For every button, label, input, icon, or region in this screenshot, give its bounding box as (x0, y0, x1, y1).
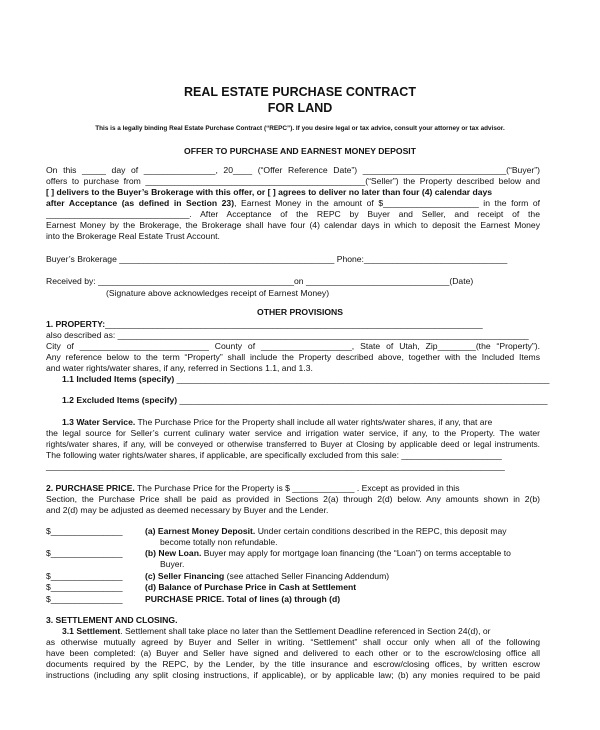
agrees-option[interactable]: agrees to deliver no later than four (4) calendar days (278, 187, 493, 197)
included-items-line (62, 374, 550, 385)
title-line-2: FOR LAND (267, 101, 333, 115)
offer-line-1: On this _____ day of _______________, 20____ (“Offer Reference Date”) ______________________________(“Buyer”) (46, 165, 540, 175)
price-line-3: and 2(d) may be adjusted as deemed necessary by Buyer and the Lender. (46, 505, 329, 515)
offer-line-3: after Acceptance (as defined in Section 23), Earnest Money in the amount of $____________________ in the form of (46, 198, 540, 208)
excluded-items-label: 1.2 Excluded Items (specify) (62, 395, 178, 405)
delivers-option[interactable]: [ ] delivers to the Buyer’s Brokerage with this offer, or [ ] (46, 187, 276, 197)
excluded-items-line (62, 395, 548, 406)
balance-amount[interactable]: $_______________ (46, 582, 123, 592)
offer-line-4: ______________________________. After Acceptance of the REPC by Buyer and Seller, and receipt of the (46, 209, 540, 219)
included-items-field[interactable]: ______________________________________________________________________________ (174, 374, 550, 384)
document-title (0, 84, 600, 116)
property-line-5: and water rights/water shares, if any, referred in Sections 1.1, and 1.3. (46, 363, 313, 373)
new-loan-amount[interactable]: $_______________ (46, 548, 123, 558)
balance-row: (d) Balance of Purchase Price in Cash at Settlement (145, 582, 357, 592)
settlement-heading: 3. SETTLEMENT AND CLOSING. (46, 615, 178, 625)
settlement-line-1: 3.1 Settlement. Settlement shall take place no later than the Settlement Deadline referenced in Section 24(d), or (62, 626, 491, 636)
settlement-line-3: have been completed: (a) Buyer and Seller have signed and delivered to each other or to the escrow/closing office all (46, 648, 540, 658)
price-line-2: Section, the Purchase Price shall be paid as provided in Sections 2(a) through 2(d) below. Any amounts shown in 2(b) (46, 494, 540, 504)
property-line-3[interactable]: City of ___________________________ County of ___________________, State of Utah, Zip________(the “Property”). (46, 341, 540, 351)
other-provisions-heading: OTHER PROVISIONS (257, 307, 343, 317)
water-line-5[interactable]: ________________________________________________________________________________________________ (46, 461, 505, 471)
signature-note: (Signature above acknowledges receipt of Earnest Money) (106, 288, 330, 298)
water-line-3: rights/water shares, if any, will be conveyed or otherwise transferred to Buyer at Closing by applicable deed or legal instruments. (46, 439, 540, 449)
price-line-1 (46, 483, 540, 494)
settlement-line-4: documents required by the REPC, by the Lender, by the title insurance and escrow/closing offices, by written escrow (46, 659, 540, 669)
seller-financing-row: (c) Seller Financing (see attached Seller Financing Addendum) (145, 571, 390, 581)
offer-line-6: into the Brokerage Real Estate Trust Account. (46, 231, 220, 241)
property-line-4: Any reference below to the term “Property” shall include the Property described above, together with the Included Items (46, 352, 540, 362)
purchase-price-total-row: PURCHASE PRICE. Total of lines (a) through (d) (145, 594, 341, 604)
received-by-field[interactable]: Received by: _________________________________________on ______________________________(Date) (46, 276, 474, 286)
water-line-2: the legal source for Seller’s current culinary water service and irrigation water service, if any, to the Property. The water (46, 428, 540, 438)
offer-heading: OFFER TO PURCHASE AND EARNEST MONEY DEPOSIT (184, 146, 416, 156)
offer-line-2: offers to purchase from ______________________________________________(“Seller”) the Property described below and (46, 176, 540, 186)
property-line-1 (46, 319, 540, 330)
new-loan-row: (b) New Loan. Buyer may apply for mortgage loan financing (the “Loan”) on terms acceptable to (145, 548, 511, 558)
earnest-money-row-cont: become totally non refundable. (160, 537, 278, 547)
offer-line-5: Earnest Money by the Brokerage, the Brokerage shall have four (4) calendar days in which to deposit the Earnest Money (46, 220, 540, 230)
water-line-4[interactable]: The following water rights/water shares, if applicable, are specifically excluded from this sale: _____________________ (46, 450, 502, 460)
property-field[interactable]: _______________________________________________________________________________ (105, 319, 483, 329)
purchase-price-total-amount[interactable]: $_______________ (46, 594, 123, 604)
purchase-price-label: 2. PURCHASE PRICE. (46, 483, 135, 493)
property-line-2[interactable]: also described as: ______________________________________________________________________________________ (46, 330, 529, 340)
settlement-label: 3.1 Settlement (62, 626, 121, 636)
earnest-money-row: (a) Earnest Money Deposit. Under certain conditions described in the REPC, this deposit may (145, 526, 507, 536)
earnest-money-amount[interactable]: $_______________ (46, 526, 123, 536)
water-line-1: 1.3 Water Service. The Purchase Price for the Property shall include all water rights/water shares, if any, that are (62, 417, 493, 427)
offer-line-bold (46, 187, 540, 198)
included-items-label: 1.1 Included Items (specify) (62, 374, 175, 384)
legal-notice: This is a legally binding Real Estate Purchase Contract (“REPC”). If you desire legal or tax advice, consult your attorney or tax advisor. (95, 125, 505, 132)
seller-financing-amount[interactable]: $_______________ (46, 571, 123, 581)
property-label: 1. PROPERTY: (46, 319, 106, 329)
settlement-line-5: instructions (including any split closing instructions, if applicable), or by applicable law; (b) any monies required to be paid (46, 670, 540, 680)
new-loan-row-cont: Buyer. (160, 559, 185, 569)
title-line-1: REAL ESTATE PURCHASE CONTRACT (184, 85, 416, 99)
purchase-price-field[interactable]: The Purchase Price for the Property is $ _____________ . Except as provided in this (134, 483, 460, 493)
settlement-line-2: as otherwise mutually agreed by Buyer and Seller in writing. “Settlement” shall occur only when all of the following (46, 637, 540, 647)
excluded-items-field[interactable]: _____________________________________________________________________________ (177, 395, 548, 405)
water-service-label: 1.3 Water Service. (62, 417, 136, 427)
buyers-brokerage-field[interactable]: Buyer’s Brokerage _____________________________________________ Phone:______________________________ (46, 254, 508, 264)
